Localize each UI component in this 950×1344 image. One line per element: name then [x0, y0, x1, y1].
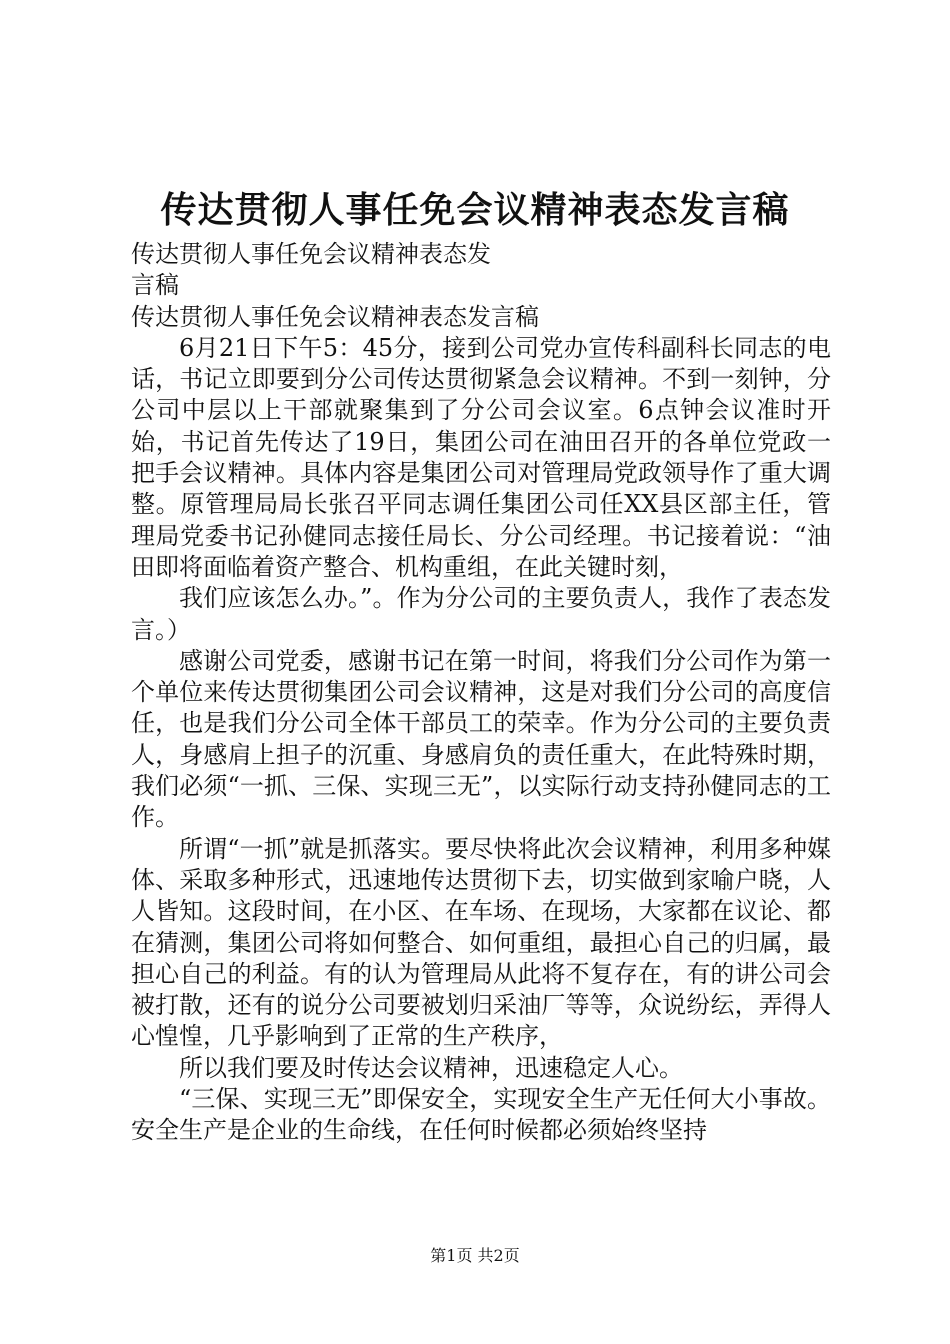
document-title: 传达贯彻人事任免会议精神表态发言稿: [160, 189, 790, 231]
subtitle-line: 传达贯彻人事任免会议精神表态发: [131, 240, 491, 268]
document-body: [131, 239, 831, 1147]
paragraph: 感谢公司党委，感谢书记在第一时间，将我们分公司作为第一个单位来传达贯彻集团公司会议精神，这是对我们分公司的高度信任，也是我们分公司全体干部员工的荣幸。作为分公司的主要负责人，身感肩上担子的沉重、身感肩负的责任重大，在此特殊时期，我们必须“一抓、三保、实现三无”，以实际行动支持孙健同志的工作。: [131, 646, 831, 832]
subtitle-line-continued: 言稿: [131, 271, 179, 300]
paragraph: 6月21日下午5：45分，接到公司党办宣传科副科长同志的电话，书记立即要到分公司传达贯彻紧急会议精神。不到一刻钟，分公司中层以上干部就聚集到了分公司会议室。6点钟会议准时开始，书记首先传达了19日，集团公司在油田召开的各单位党政一把手会议精神。具体内容是集团公司对管理局党政领导作了重大调整。原管理局局长张召平同志调任集团公司任XX县区部主任，管理局党委书记孙健同志接任局长、分公司经理。书记接着说：“油田即将面临着资产整合、机构重组，在此关键时刻，: [131, 333, 831, 581]
paragraph: “三保、实现三无”即保安全，实现安全生产无任何大小事故。安全生产是企业的生命线，在任何时候都必须始终坚持: [131, 1085, 831, 1145]
subtitle-repeat: 传达贯彻人事任免会议精神表态发言稿: [131, 302, 539, 331]
paragraph: 所以我们要及时传达会议精神，迅速稳定人心。: [179, 1053, 683, 1082]
paragraph: 所谓“一抓”就是抓落实。要尽快将此次会议精神，利用多种媒体、采取多种形式，迅速地传达贯彻下去，切实做到家喻户晓，人人皆知。这段时间，在小区、在车场、在现场，大家都在议论、都在猜测，集团公司将如何整合、如何重组，最担心自己的归属，最担心自己的利益。有的认为管理局从此将不复存在，有的讲公司会被打散，还有的说分公司要被划归采油厂等等，众说纷纭，弄得人心惶惶，几乎影响到了正常的生产秩序，: [131, 834, 831, 1051]
page-number-footer: 第1页 共2页: [430, 1246, 520, 1265]
paragraph: 我们应该怎么办。”。作为分公司的主要负责人，我作了表态发言。）: [131, 584, 831, 644]
